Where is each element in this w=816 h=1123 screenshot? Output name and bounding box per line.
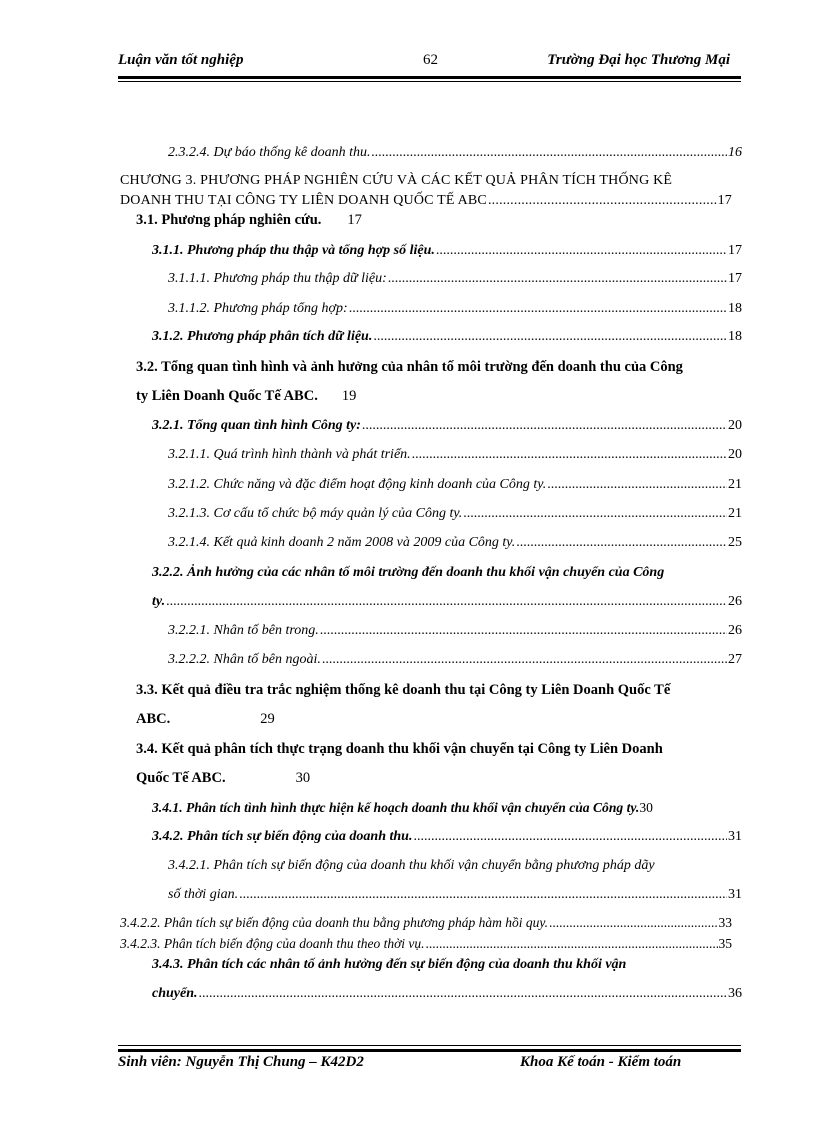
toc-entry: 3.4.2.2. Phân tích sự biến động của doanh thu bằng phương pháp hàm hồi quy. ..... 33 [120,914,732,932]
toc-entry: 3.4.2. Phân tích sự biến động của doanh thu. ..... 31 [152,828,742,846]
toc-entry: 3.4.1. Phân tích tình hình thực hiện kế hoạch doanh thu khối vận chuyển của Công ty. 30 [152,800,653,815]
toc-entry: 3.1.2. Phương pháp phân tích dữ liệu. ..... 18 [152,328,742,346]
toc-entry: 3.2.1.4. Kết quả kinh doanh 2 năm 2008 và 2009 của Công ty. ..... 25 [168,534,742,552]
header-thesis-label: Luận văn tốt nghiệp [118,52,244,68]
toc-entry: 3.2.1.3. Cơ cấu tổ chức bộ máy quản lý của Công ty. ..... 21 [168,505,742,523]
toc-entry-cont: số thời gian. ..... 31 [168,886,742,904]
toc-entry-cont: ty. ..... 26 [152,593,742,611]
toc-entry: 3.2.2.1. Nhân tố bên trong. ..... 26 [168,622,742,640]
toc-entry: 3.1.1.1. Phương pháp thu thập dữ liệu: ..... 17 [168,270,742,288]
header-page-number: 62 [423,52,438,68]
toc-entry: 3.3. Kết quả điều tra trắc nghiệm thống kê doanh thu tại Công ty Liên Doanh Quốc Tế [136,682,671,698]
toc-entry: 3.2.1.1. Quá trình hình thành và phát triển. ..... 20 [168,446,742,464]
toc-entry: 3.4.2.3. Phân tích biến động của doanh thu theo thời vụ. ..... 35 [120,935,732,953]
toc-entry: 3.1. Phương pháp nghiên cứu. 17 [136,212,362,228]
toc-entry: 3.4.3. Phân tích các nhân tố ảnh hưởng đến sự biến động của doanh thu khối vận [152,957,627,972]
toc-entry: 3.2.2.2. Nhân tố bên ngoài. ..... 27 [168,651,742,669]
toc-entry-cont: ABC. 29 [136,711,275,727]
toc-entry-cont: Quốc Tế ABC. 30 [136,770,311,786]
footer-faculty: Khoa Kế toán - Kiểm toán [520,1054,682,1070]
toc-entry-cont: ty Liên Doanh Quốc Tế ABC. 19 [136,388,357,404]
toc-entry: 3.4.2.1. Phân tích sự biến động của doanh thu khối vận chuyển bằng phương pháp dãy [168,858,655,873]
toc-entry: 3.2. Tổng quan tình hình và ảnh hưởng của nhân tố môi trường đến doanh thu của Công [136,359,683,375]
footer-rule-thin [118,1045,741,1046]
page-footer [118,1054,730,1076]
footer-student: Sinh viên: Nguyễn Thị Chung – K42D2 [118,1054,364,1070]
toc-entry: 3.2.2. Ảnh hưởng của các nhân tố môi trường đến doanh thu khối vận chuyển của Công [152,565,665,580]
toc-chapter-heading: CHƯƠNG 3. PHƯƠNG PHÁP NGHIÊN CỨU VÀ CÁC KẾT QUẢ PHÂN TÍCH THỐNG KÊ [120,173,673,188]
toc-entry: 3.1.1. Phương pháp thu thập và tổng hợp số liệu. ..... 17 [152,242,742,260]
header-university: Trường Đại học Thương Mại [547,52,730,68]
toc-entry: 3.1.1.2. Phương pháp tổng hợp: ..... 18 [168,300,742,318]
footer-rule-thick [118,1049,741,1052]
toc-entry: 3.4. Kết quả phân tích thực trạng doanh thu khối vận chuyển tại Công ty Liên Doanh [136,741,663,757]
toc-entry-cont: chuyển. ..... 36 [152,985,742,1003]
toc-entry: 2.3.2.4. Dự báo thống kê doanh thu. ..... 16 [168,144,742,162]
toc-entry: 3.2.1.2. Chức năng và đặc điểm hoạt động kinh doanh của Công ty. ..... 21 [168,476,742,494]
toc-chapter-heading-cont: DOANH THU TẠI CÔNG TY LIÊN DOANH QUỐC TẾ ABC ..... 17 [120,192,732,210]
toc-entry: 3.2.1. Tổng quan tình hình Công ty: ..... 20 [152,417,742,435]
